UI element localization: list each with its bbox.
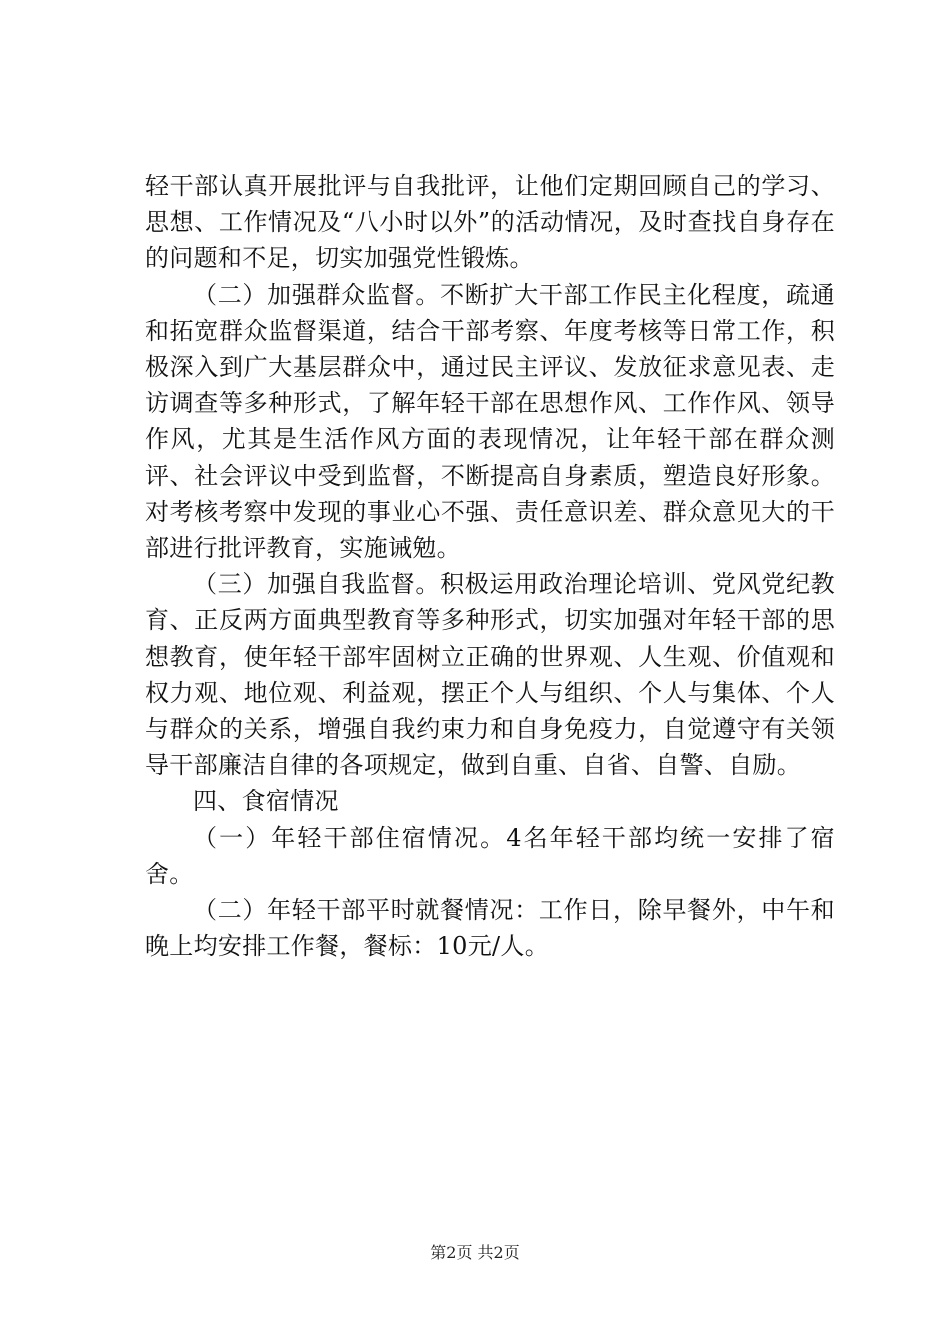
paragraph-self-supervision: （三）加强自我监督。积极运用政治理论培训、党风党纪教育、正反两方面典型教育等多种形式，切实加强对年轻干部的思想教育，使年轻干部牢固树立正确的世界观、人生观、价值观和权力观、地位观、利益观，摆正个人与组织、个人与集体、个人与群众的关系，增强自我约束力和自身免疫力，自觉遵守有关领导干部廉洁自律的各项规定，做到自重、自省、自警、自励。 — [145, 570, 835, 780]
section-heading-accommodation: 四、食宿情况 — [193, 787, 339, 816]
paragraph-housing: （一）年轻干部住宿情况。4名年轻干部均统一安排了宿舍。 — [145, 823, 835, 888]
paragraph-mass-supervision: （二）加强群众监督。不断扩大干部工作民主化程度，疏通和拓宽群众监督渠道，结合干部考察、年度考核等日常工作，积极深入到广大基层群众中，通过民主评议、发放征求意见表、走访调查等多种形式，了解年轻干部在思想作风、工作作风、领导作风，尤其是生活作风方面的表现情况，让年轻干部在群众测评、社会评议中受到监督，不断提高自身素质，塑造良好形象。对考核考察中发现的事业心不强、责任意识差、群众意见大的干部进行批评教育，实施诫勉。 — [145, 280, 835, 563]
paragraph-dining: （二）年轻干部平时就餐情况：工作日，除早餐外，中午和晚上均安排工作餐，餐标：10元/人。 — [145, 896, 835, 961]
paragraph-continuation: 轻干部认真开展批评与自我批评，让他们定期回顾自己的学习、思想、工作情况及“八小时以外”的活动情况，及时查找自身存在的问题和不足，切实加强党性锻炼。 — [145, 172, 835, 273]
page-footer: 第2页 共2页 — [430, 1243, 520, 1262]
document-body — [145, 168, 835, 964]
